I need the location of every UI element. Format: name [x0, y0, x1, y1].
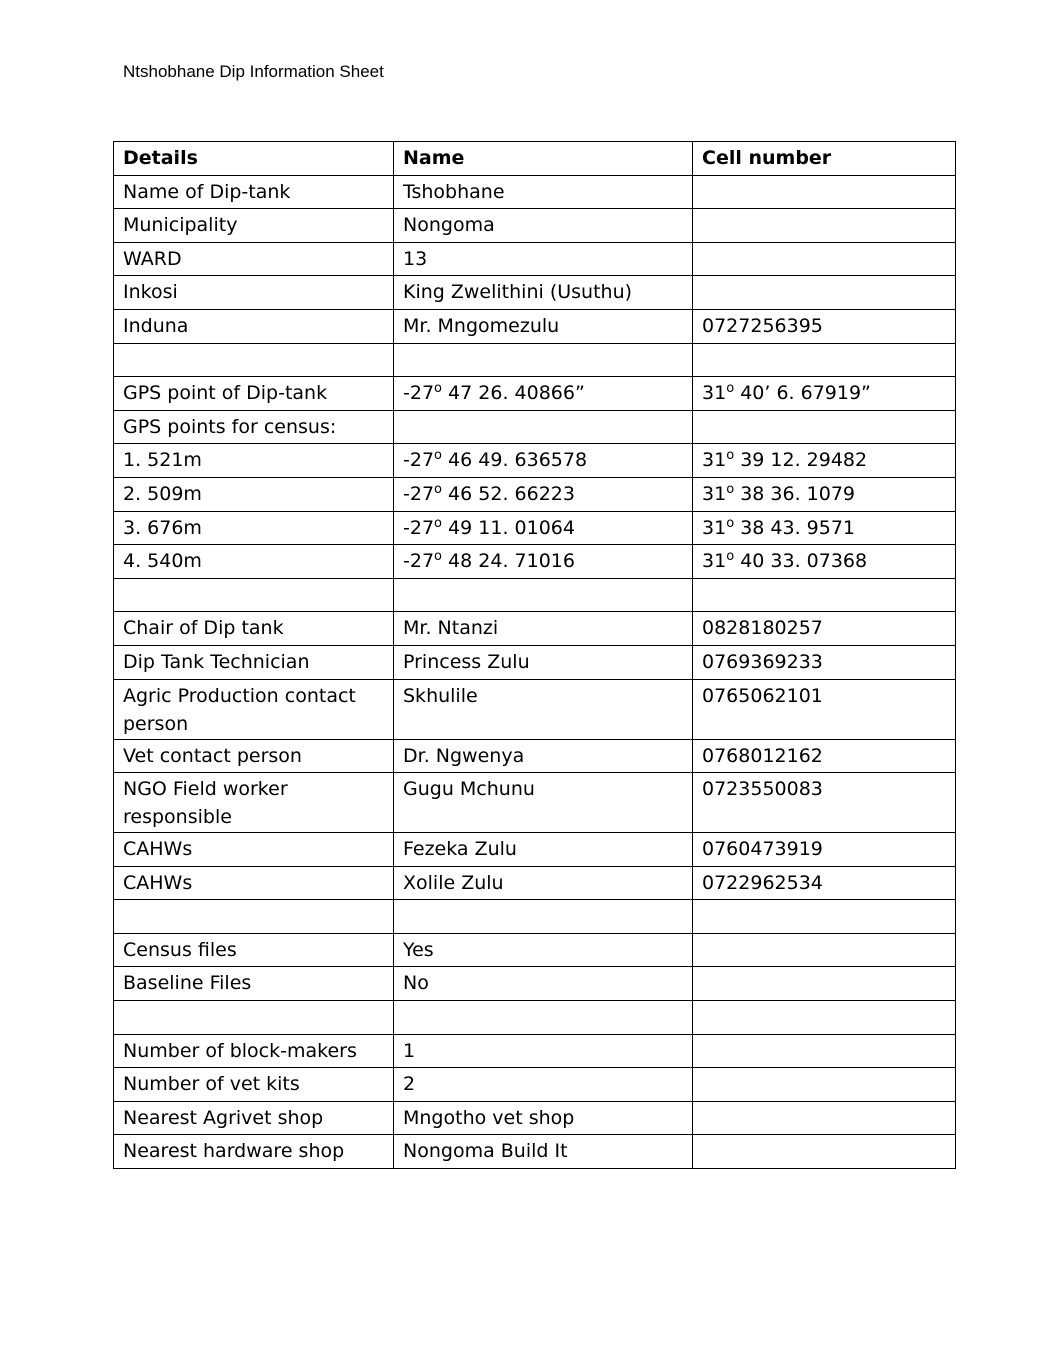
column-header-details: Details — [114, 142, 394, 176]
details-cell: Agric Production contact person — [114, 679, 394, 739]
cell-number-cell: 0768012162 — [693, 739, 956, 773]
degrees-value: -27 — [403, 382, 435, 405]
table-row — [114, 773, 956, 833]
name-cell: Fezeka Zulu — [394, 833, 693, 867]
details-cell: CAHWs — [114, 833, 394, 867]
details-cell: Municipality — [114, 209, 394, 243]
name-cell: Yes — [394, 933, 693, 967]
cell-number-cell — [693, 545, 956, 579]
name-cell: 2 — [394, 1068, 693, 1102]
table-row — [114, 511, 956, 545]
minutes-seconds-value: 48 24. 71016 — [442, 550, 575, 573]
degree-mark: o — [434, 381, 443, 397]
table-row-empty — [114, 900, 956, 934]
cell-number-cell — [693, 444, 956, 478]
table-row — [114, 377, 956, 411]
degrees-value: 31 — [702, 516, 727, 539]
column-header-cell-number: Cell number — [693, 142, 956, 176]
minutes-seconds-value: 47 26. 40866” — [442, 382, 585, 405]
details-cell — [114, 578, 394, 612]
details-cell: Vet contact person — [114, 739, 394, 773]
details-cell: WARD — [114, 242, 394, 276]
degrees-value: 31 — [702, 449, 727, 472]
name-cell: Gugu Mchunu — [394, 773, 693, 833]
name-cell: Skhulile — [394, 679, 693, 739]
table-row-empty — [114, 1001, 956, 1035]
cell-number-cell — [693, 1101, 956, 1135]
details-cell — [114, 900, 394, 934]
cell-number-cell — [693, 511, 956, 545]
cell-number-cell — [693, 933, 956, 967]
details-cell: 2. 509m — [114, 477, 394, 511]
name-cell — [394, 545, 693, 579]
details-cell — [114, 343, 394, 377]
details-cell: Dip Tank Technician — [114, 645, 394, 679]
cell-number-cell — [693, 410, 956, 444]
minutes-seconds-value: 39 12. 29482 — [734, 449, 868, 472]
name-cell: No — [394, 967, 693, 1001]
degrees-value: 31 — [702, 382, 727, 405]
minutes-seconds-value: 46 52. 66223 — [442, 482, 575, 505]
table-row — [114, 833, 956, 867]
degrees-value: -27 — [403, 449, 435, 472]
details-cell: Chair of Dip tank — [114, 612, 394, 646]
cell-number-cell: 0722962534 — [693, 866, 956, 900]
cell-number-cell — [693, 1001, 956, 1035]
table-row — [114, 477, 956, 511]
table-row-empty — [114, 578, 956, 612]
cell-number-cell: 0723550083 — [693, 773, 956, 833]
cell-number-cell — [693, 175, 956, 209]
name-cell — [394, 1001, 693, 1035]
degrees-value: 31 — [702, 482, 727, 505]
cell-number-cell — [693, 477, 956, 511]
table-row — [114, 612, 956, 646]
table-row — [114, 242, 956, 276]
table-row — [114, 739, 956, 773]
degree-mark: o — [434, 448, 443, 464]
name-cell: Nongoma Build It — [394, 1135, 693, 1169]
details-cell: Induna — [114, 309, 394, 343]
details-cell: Name of Dip-tank — [114, 175, 394, 209]
degree-mark: o — [726, 481, 735, 497]
details-cell: Inkosi — [114, 276, 394, 310]
details-cell: 4. 540m — [114, 545, 394, 579]
table-row — [114, 1068, 956, 1102]
cell-number-cell — [693, 900, 956, 934]
name-cell: 1 — [394, 1034, 693, 1068]
degrees-value: 31 — [702, 550, 727, 573]
details-cell: GPS point of Dip-tank — [114, 377, 394, 411]
degree-mark: o — [726, 549, 735, 565]
details-cell: Baseline Files — [114, 967, 394, 1001]
cell-number-cell — [693, 578, 956, 612]
table-row — [114, 410, 956, 444]
cell-number-cell — [693, 209, 956, 243]
table-row — [114, 866, 956, 900]
minutes-seconds-value: 38 43. 9571 — [734, 516, 856, 539]
table-row — [114, 1034, 956, 1068]
table-row — [114, 967, 956, 1001]
minutes-seconds-value: 40 33. 07368 — [734, 550, 868, 573]
name-cell — [394, 444, 693, 478]
table-row — [114, 1101, 956, 1135]
cell-number-cell — [693, 377, 956, 411]
cell-number-cell — [693, 967, 956, 1001]
page-title: Ntshobhane Dip Information Sheet — [123, 62, 384, 81]
name-cell: Mr. Mngomezulu — [394, 309, 693, 343]
cell-number-cell: 0765062101 — [693, 679, 956, 739]
details-cell: 3. 676m — [114, 511, 394, 545]
name-cell: Mngotho vet shop — [394, 1101, 693, 1135]
table-row — [114, 276, 956, 310]
cell-number-cell: 0727256395 — [693, 309, 956, 343]
details-cell: Census files — [114, 933, 394, 967]
degree-mark: o — [726, 381, 735, 397]
cell-number-cell — [693, 1034, 956, 1068]
name-cell: 13 — [394, 242, 693, 276]
name-cell: Tshobhane — [394, 175, 693, 209]
name-cell: Princess Zulu — [394, 645, 693, 679]
cell-number-cell — [693, 276, 956, 310]
table-row — [114, 545, 956, 579]
minutes-seconds-value: 46 49. 636578 — [442, 449, 588, 472]
name-cell: Dr. Ngwenya — [394, 739, 693, 773]
minutes-seconds-value: 49 11. 01064 — [442, 516, 575, 539]
table-row-empty — [114, 343, 956, 377]
cell-number-cell — [693, 1135, 956, 1169]
name-cell — [394, 900, 693, 934]
details-cell: Nearest Agrivet shop — [114, 1101, 394, 1135]
name-cell — [394, 377, 693, 411]
cell-number-cell — [693, 242, 956, 276]
name-cell — [394, 477, 693, 511]
degrees-value: -27 — [403, 516, 435, 539]
cell-number-cell: 0760473919 — [693, 833, 956, 867]
details-cell: CAHWs — [114, 866, 394, 900]
details-cell: 1. 521m — [114, 444, 394, 478]
table-row — [114, 1135, 956, 1169]
table-row — [114, 444, 956, 478]
degree-mark: o — [434, 515, 443, 531]
cell-number-cell — [693, 343, 956, 377]
name-cell: Nongoma — [394, 209, 693, 243]
details-cell: NGO Field worker responsible — [114, 773, 394, 833]
minutes-seconds-value: 40’ 6. 67919” — [734, 382, 871, 405]
table-row — [114, 209, 956, 243]
name-cell: Xolile Zulu — [394, 866, 693, 900]
cell-number-cell — [693, 1068, 956, 1102]
table-row — [114, 679, 956, 739]
degrees-value: -27 — [403, 482, 435, 505]
table-row — [114, 309, 956, 343]
column-header-name: Name — [394, 142, 693, 176]
details-cell: Nearest hardware shop — [114, 1135, 394, 1169]
minutes-seconds-value: 38 36. 1079 — [734, 482, 856, 505]
degree-mark: o — [726, 448, 735, 464]
table-row — [114, 175, 956, 209]
name-cell: King Zwelithini (Usuthu) — [394, 276, 693, 310]
name-cell — [394, 511, 693, 545]
dip-info-table — [113, 141, 956, 1169]
table-header-row — [114, 142, 956, 176]
cell-number-cell: 0828180257 — [693, 612, 956, 646]
details-cell — [114, 1001, 394, 1035]
cell-number-cell: 0769369233 — [693, 645, 956, 679]
details-cell: Number of vet kits — [114, 1068, 394, 1102]
name-cell — [394, 410, 693, 444]
degree-mark: o — [434, 481, 443, 497]
table-row — [114, 645, 956, 679]
details-cell: Number of block-makers — [114, 1034, 394, 1068]
degree-mark: o — [434, 549, 443, 565]
degrees-value: -27 — [403, 550, 435, 573]
details-cell: GPS points for census: — [114, 410, 394, 444]
degree-mark: o — [726, 515, 735, 531]
name-cell — [394, 578, 693, 612]
table-row — [114, 933, 956, 967]
name-cell: Mr. Ntanzi — [394, 612, 693, 646]
name-cell — [394, 343, 693, 377]
